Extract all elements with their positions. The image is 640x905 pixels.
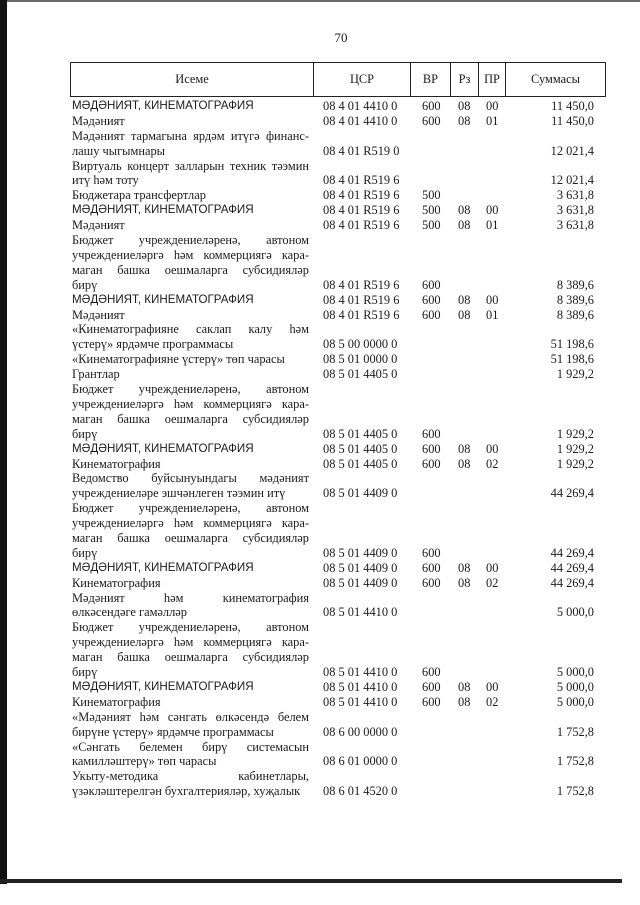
row-name-line: Ведомство буйсынуындагы мәдәният bbox=[72, 471, 309, 486]
row-name bbox=[70, 322, 313, 352]
row-name-line: Грантлар bbox=[72, 367, 120, 382]
row-name-line: Мәдәният bbox=[72, 307, 125, 322]
row-sum: 11 450,0 bbox=[551, 113, 594, 128]
row-name-line: «Кинематографияне саклап калу һәм bbox=[72, 322, 309, 337]
row-csr: 08 4 01 4410 0 bbox=[323, 99, 398, 113]
row-pr: 00 bbox=[486, 203, 499, 218]
row-sum: 12 021,4 bbox=[550, 173, 594, 188]
table-row bbox=[70, 680, 606, 695]
row-name bbox=[70, 188, 313, 203]
header-sum: Суммасы bbox=[505, 63, 605, 96]
row-name-line: МӘДӘНИЯТ, КИНЕМАТОГРАФИЯ bbox=[72, 292, 254, 306]
header-pr: ПР bbox=[478, 63, 505, 96]
row-csr: 08 5 01 4405 0 bbox=[323, 441, 398, 456]
row-vr: 600 bbox=[422, 679, 441, 694]
table-row bbox=[70, 695, 606, 710]
row-sum: 1 929,2 bbox=[556, 367, 594, 382]
row-name-line: маган башка оешмаларга субсидияләр bbox=[72, 262, 309, 277]
row-rz: 08 bbox=[458, 203, 471, 218]
table-row bbox=[70, 352, 606, 367]
row-name-line: бирү bbox=[72, 665, 98, 680]
row-name-line: итү һәм тоту bbox=[72, 173, 139, 188]
row-pr: 00 bbox=[486, 292, 499, 307]
row-name-line: лашу чыгымнары bbox=[72, 143, 165, 158]
row-csr: 08 4 01 R519 6 bbox=[323, 218, 400, 233]
row-sum: 8 389,6 bbox=[556, 292, 594, 307]
row-pr: 01 bbox=[486, 113, 499, 128]
row-sum: 51 198,6 bbox=[550, 337, 594, 352]
row-sum: 44 269,4 bbox=[550, 560, 594, 575]
row-vr: 600 bbox=[422, 441, 441, 456]
header-vr: ВР bbox=[410, 63, 450, 96]
row-name bbox=[70, 367, 313, 382]
row-name-line: Кинематография bbox=[72, 456, 161, 471]
row-rz: 08 bbox=[458, 694, 471, 709]
row-csr: 08 4 01 R519 6 bbox=[323, 203, 400, 218]
row-name bbox=[70, 695, 313, 710]
row-sum: 3 631,8 bbox=[556, 203, 594, 218]
row-sum: 5 000,0 bbox=[556, 694, 594, 709]
row-name-line: Бюджет учреждениеләренә, автоном bbox=[72, 501, 309, 516]
row-name bbox=[70, 218, 313, 233]
row-rz: 08 bbox=[458, 456, 471, 471]
row-name bbox=[70, 129, 313, 159]
row-name bbox=[70, 308, 313, 323]
row-name-line: Бюджет учреждениеләренә, автоном bbox=[72, 233, 309, 248]
row-vr: 600 bbox=[422, 694, 441, 709]
row-csr: 08 4 01 R519 6 bbox=[323, 307, 400, 322]
row-sum: 1 752,8 bbox=[556, 724, 594, 739]
row-rz: 08 bbox=[458, 441, 471, 456]
row-vr: 600 bbox=[422, 277, 441, 292]
row-name bbox=[70, 382, 313, 442]
row-vr: 600 bbox=[422, 545, 441, 560]
table-row bbox=[70, 442, 606, 457]
row-sum: 1 752,8 bbox=[556, 754, 594, 769]
row-name bbox=[70, 471, 313, 501]
row-pr: 02 bbox=[486, 456, 499, 471]
row-name-line: учреждениеләргә һәм коммерциягә кара- bbox=[72, 396, 309, 411]
row-csr: 08 4 01 R519 0 bbox=[323, 143, 400, 158]
row-vr: 600 bbox=[422, 575, 441, 590]
row-csr: 08 4 01 R519 6 bbox=[323, 292, 400, 307]
row-sum: 1 752,8 bbox=[556, 784, 594, 799]
row-csr: 08 6 01 4520 0 bbox=[323, 784, 398, 799]
row-vr: 600 bbox=[422, 665, 441, 680]
row-rz: 08 bbox=[458, 575, 471, 590]
table-row bbox=[70, 620, 606, 680]
row-pr: 00 bbox=[486, 679, 499, 694]
row-name bbox=[70, 561, 313, 576]
row-sum: 3 631,8 bbox=[556, 188, 594, 203]
table-row bbox=[70, 382, 606, 442]
row-name-line: Бюджетара трансфертлар bbox=[72, 188, 206, 203]
row-vr: 600 bbox=[422, 456, 441, 471]
table-row bbox=[70, 99, 606, 114]
table-row bbox=[70, 769, 606, 799]
table-row bbox=[70, 233, 606, 293]
scan-edge-left bbox=[0, 0, 7, 884]
table-row bbox=[70, 218, 606, 233]
row-rz: 08 bbox=[458, 307, 471, 322]
header-name: Исеме bbox=[175, 72, 209, 86]
row-sum: 1 929,2 bbox=[556, 426, 594, 441]
row-sum: 8 389,6 bbox=[556, 307, 594, 322]
scan-edge-bottom bbox=[0, 879, 622, 883]
row-name-line: учреждениеләргә һәм коммерциягә кара- bbox=[72, 635, 309, 650]
row-csr: 08 4 01 R519 6 bbox=[323, 188, 400, 203]
row-name-line: Мәдәният һәм кинематография bbox=[72, 590, 309, 605]
row-name-line: Мәдәният тармагына ярдәм итүгә финанс- bbox=[72, 128, 309, 143]
row-vr: 500 bbox=[422, 188, 441, 203]
row-name-line: Бюджет учреждениеләренә, автоном bbox=[72, 620, 309, 635]
row-csr: 08 5 00 0000 0 bbox=[323, 337, 398, 352]
row-name bbox=[70, 680, 313, 695]
row-name-line: бирү bbox=[72, 277, 98, 292]
row-name bbox=[70, 769, 313, 799]
row-name bbox=[70, 114, 313, 129]
row-rz: 08 bbox=[458, 218, 471, 233]
row-sum: 44 269,4 bbox=[550, 575, 594, 590]
row-vr: 600 bbox=[422, 307, 441, 322]
row-csr: 08 5 01 4405 0 bbox=[323, 367, 398, 382]
row-name bbox=[70, 99, 313, 114]
row-sum: 11 450,0 bbox=[551, 99, 594, 113]
row-name bbox=[70, 352, 313, 367]
row-sum: 12 021,4 bbox=[550, 143, 594, 158]
table-row bbox=[70, 293, 606, 308]
row-csr: 08 5 01 0000 0 bbox=[323, 352, 398, 367]
row-name-line: Мәдәният bbox=[72, 113, 125, 128]
row-vr: 500 bbox=[422, 218, 441, 233]
row-name-line: Мәдәният bbox=[72, 218, 125, 233]
row-name-line: Бюджет учреждениеләренә, автоном bbox=[72, 382, 309, 397]
row-name bbox=[70, 740, 313, 770]
table-row bbox=[70, 591, 606, 621]
row-vr: 500 bbox=[422, 203, 441, 218]
row-name-line: «Сәнгать белемен бирү системасын bbox=[72, 739, 309, 754]
table-row bbox=[70, 740, 606, 770]
row-csr: 08 4 01 R519 6 bbox=[323, 173, 400, 188]
table-row bbox=[70, 471, 606, 501]
table-body bbox=[70, 97, 606, 799]
header-csr: ЦСР bbox=[313, 63, 410, 96]
row-name bbox=[70, 591, 313, 621]
row-csr: 08 5 01 4409 0 bbox=[323, 575, 398, 590]
row-name-line: Виртуаль концерт залларын техник тәэмин bbox=[72, 158, 309, 173]
table-row bbox=[70, 308, 606, 323]
row-name bbox=[70, 620, 313, 680]
row-name bbox=[70, 203, 313, 218]
table-header bbox=[70, 62, 606, 97]
table-row bbox=[70, 561, 606, 576]
row-name bbox=[70, 293, 313, 308]
row-name-line: МӘДӘНИЯТ, КИНЕМАТОГРАФИЯ bbox=[72, 99, 254, 112]
table-row bbox=[70, 367, 606, 382]
row-sum: 5 000,0 bbox=[556, 605, 594, 620]
row-name-line: учреждениеләргә һәм коммерциягә кара- bbox=[72, 516, 309, 531]
row-sum: 5 000,0 bbox=[556, 679, 594, 694]
row-pr: 01 bbox=[486, 218, 499, 233]
row-name-line: маган башка оешмаларга субсидияләр bbox=[72, 411, 309, 426]
row-name-line: камилләштерү» төп чарасы bbox=[72, 754, 217, 769]
row-pr: 01 bbox=[486, 307, 499, 322]
row-pr: 00 bbox=[486, 441, 499, 456]
row-name bbox=[70, 501, 313, 561]
row-rz: 08 bbox=[458, 99, 471, 113]
row-pr: 00 bbox=[486, 560, 499, 575]
row-vr: 600 bbox=[422, 99, 441, 113]
row-name-line: үстерү» ярдәмче программасы bbox=[72, 337, 234, 352]
row-name-line: учреждениеләргә һәм коммерциягә кара- bbox=[72, 247, 309, 262]
table-row bbox=[70, 322, 606, 352]
table-row bbox=[70, 129, 606, 159]
row-name-line: өлкәсендәге гамәлләр bbox=[72, 605, 187, 620]
scan-edge-top bbox=[0, 0, 640, 2]
row-csr: 08 5 01 4405 0 bbox=[323, 456, 398, 471]
row-csr: 08 6 00 0000 0 bbox=[323, 724, 398, 739]
table-row bbox=[70, 457, 606, 472]
row-vr: 600 bbox=[422, 113, 441, 128]
row-name-line: МӘДӘНИЯТ, КИНЕМАТОГРАФИЯ bbox=[72, 203, 254, 217]
row-name-line: бирү bbox=[72, 545, 98, 560]
row-name-line: үзәкләштерелгән бухгалтерияләр, хуҗалык bbox=[72, 784, 301, 799]
row-vr: 600 bbox=[422, 560, 441, 575]
row-name-line: «Мәдәният һәм сәнгать өлкәсендә белем bbox=[72, 709, 309, 724]
row-name-line: бирү bbox=[72, 426, 98, 441]
row-sum: 44 269,4 bbox=[550, 486, 594, 501]
table-row bbox=[70, 159, 606, 189]
row-name-line: МӘДӘНИЯТ, КИНЕМАТОГРАФИЯ bbox=[72, 679, 254, 693]
row-csr: 08 5 01 4409 0 bbox=[323, 560, 398, 575]
row-name-line: учреждениеләре эшчәнлеген тәэмин итү bbox=[72, 486, 286, 501]
row-rz: 08 bbox=[458, 113, 471, 128]
row-pr: 02 bbox=[486, 575, 499, 590]
row-name bbox=[70, 576, 313, 591]
row-name-line: бирүне үстерү» ярдәмче программасы bbox=[72, 724, 274, 739]
row-vr: 600 bbox=[422, 426, 441, 441]
row-rz: 08 bbox=[458, 679, 471, 694]
row-name bbox=[70, 233, 313, 293]
row-name-line: МӘДӘНИЯТ, КИНЕМАТОГРАФИЯ bbox=[72, 441, 254, 455]
row-name-line: маган башка оешмаларга субсидияләр bbox=[72, 531, 309, 545]
row-sum: 1 929,2 bbox=[556, 456, 594, 471]
row-name bbox=[70, 710, 313, 740]
table-row bbox=[70, 114, 606, 129]
row-name-line: маган башка оешмаларга субсидияләр bbox=[72, 650, 309, 665]
table-row bbox=[70, 710, 606, 740]
row-sum: 44 269,4 bbox=[550, 545, 594, 560]
row-name bbox=[70, 442, 313, 457]
table-row bbox=[70, 203, 606, 218]
row-pr: 00 bbox=[486, 99, 499, 113]
row-csr: 08 5 01 4410 0 bbox=[323, 694, 398, 709]
row-name bbox=[70, 159, 313, 189]
row-rz: 08 bbox=[458, 560, 471, 575]
row-sum: 3 631,8 bbox=[556, 218, 594, 233]
table-row bbox=[70, 188, 606, 203]
row-sum: 1 929,2 bbox=[556, 441, 594, 456]
header-rz: Рз bbox=[450, 63, 478, 96]
row-csr: 08 4 01 R519 6 bbox=[323, 277, 400, 292]
row-csr: 08 5 01 4405 0 bbox=[323, 426, 398, 441]
row-name-line: Укыту-методика кабинетлары, bbox=[72, 769, 309, 784]
row-sum: 8 389,6 bbox=[556, 277, 594, 292]
row-csr: 08 6 01 0000 0 bbox=[323, 754, 398, 769]
row-rz: 08 bbox=[458, 292, 471, 307]
row-sum: 5 000,0 bbox=[556, 665, 594, 680]
budget-table bbox=[70, 62, 606, 799]
table-row bbox=[70, 501, 606, 561]
row-csr: 08 5 01 4409 0 bbox=[323, 545, 398, 560]
row-csr: 08 5 01 4410 0 bbox=[323, 679, 398, 694]
row-csr: 08 5 01 4410 0 bbox=[323, 665, 398, 680]
row-csr: 08 5 01 4410 0 bbox=[323, 605, 398, 620]
row-vr: 600 bbox=[422, 292, 441, 307]
page-number: 70 bbox=[334, 30, 348, 45]
row-csr: 08 5 01 4409 0 bbox=[323, 486, 398, 501]
row-name bbox=[70, 457, 313, 472]
table-row bbox=[70, 576, 606, 591]
row-name-line: Кинематография bbox=[72, 694, 161, 709]
row-name-line: Кинематография bbox=[72, 575, 161, 590]
row-pr: 02 bbox=[486, 694, 499, 709]
row-name-line: МӘДӘНИЯТ, КИНЕМАТОГРАФИЯ bbox=[72, 560, 254, 574]
row-name-line: «Кинематографияне үстерү» төп чарасы bbox=[72, 352, 285, 367]
row-sum: 51 198,6 bbox=[550, 352, 594, 367]
row-csr: 08 4 01 4410 0 bbox=[323, 113, 398, 128]
